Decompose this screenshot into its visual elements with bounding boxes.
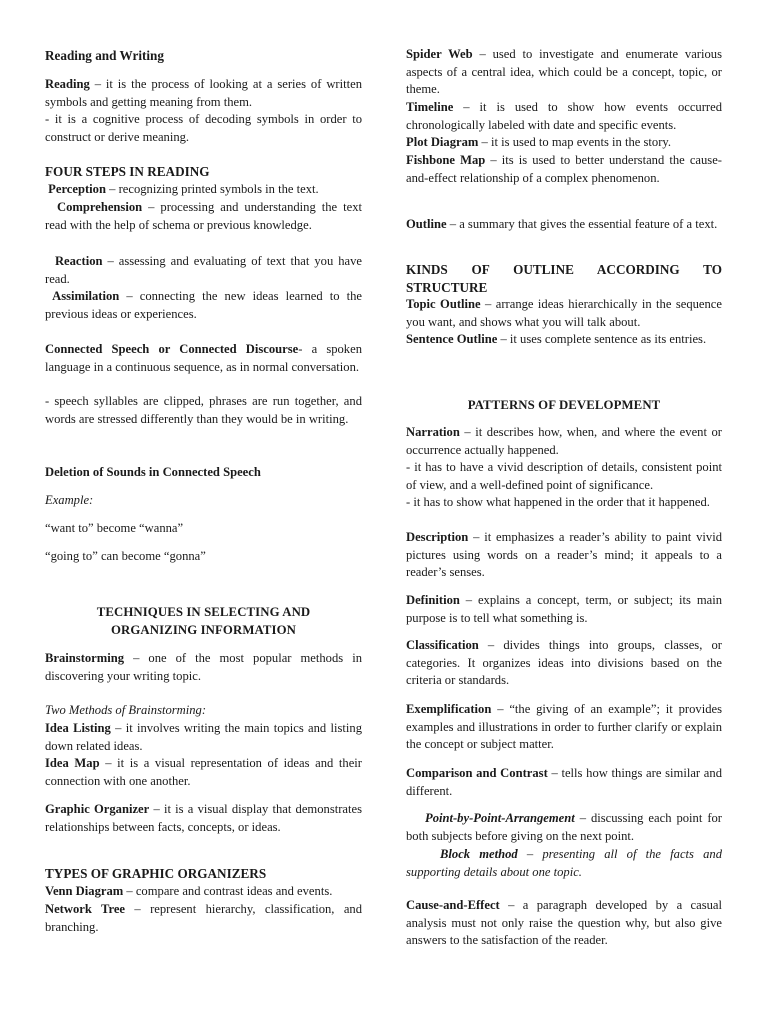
term-assimilation: Assimilation bbox=[52, 289, 120, 303]
term-fishbone-map: Fishbone Map bbox=[406, 153, 486, 167]
term-connected-speech: Connected Speech or Connected Discourse bbox=[45, 342, 299, 356]
example-2: “going to” can become “gonna” bbox=[45, 549, 206, 563]
narration-item-2: - it has to have a vivid description of details, consistent point of view, and a well-defined point of significance. bbox=[406, 460, 722, 492]
term-reaction: Reaction bbox=[54, 254, 103, 268]
term-perception: Perception bbox=[48, 182, 106, 196]
idea-listing-item: Idea Listing – it involves writing the main topics and listing down related ideas. bbox=[45, 721, 362, 753]
outline-definition: Outline – a summary that gives the essential feature of a text. bbox=[406, 217, 718, 231]
term-spider-web: Spider Web bbox=[406, 47, 473, 61]
term-brainstorming: Brainstorming bbox=[45, 651, 125, 665]
comparison-item: Comparison and Contrast – tells how things are similar and different. bbox=[406, 766, 722, 798]
narration-item: Narration – it describes how, when, and where the event or occurrence actually happened. bbox=[406, 425, 722, 457]
term-topic-outline: Topic Outline bbox=[406, 297, 481, 311]
term-idea-map: Idea Map bbox=[45, 756, 100, 770]
term-point-by-point: Point-by-Point-Arrangement bbox=[425, 811, 575, 825]
timeline-item: Timeline – it is used to show how events occurred chronologically labeled with date and specific events. bbox=[406, 100, 722, 132]
term-venn-diagram: Venn Diagram bbox=[45, 884, 124, 898]
term-exemplification: Exemplification bbox=[406, 702, 492, 716]
kinds-heading: KINDS OF OUTLINE ACCORDING TO STRUCTURE bbox=[406, 262, 722, 295]
reaction-item: Reaction – assessing and evaluating of text that you have read. bbox=[45, 254, 363, 286]
definition-item: Definition – explains a concept, term, or subject; its main purpose is to tell what something is. bbox=[406, 593, 722, 625]
sentence-outline-item: Sentence Outline – it uses complete sentence as its entries. bbox=[406, 332, 707, 346]
brainstorming-definition: Brainstorming – one of the most popular methods in discovering your writing topic. bbox=[45, 651, 362, 683]
term-graphic-organizer: Graphic Organizer bbox=[45, 802, 150, 816]
term-sentence-outline: Sentence Outline bbox=[406, 332, 498, 346]
two-methods-label: Two Methods of Brainstorming: bbox=[45, 703, 207, 717]
term-description: Description bbox=[406, 530, 469, 544]
term-timeline: Timeline bbox=[406, 100, 454, 114]
reading-definition-2: - it is a cognitive process of decoding symbols in order to construct or derive meaning. bbox=[45, 112, 362, 144]
description-item: Description – it emphasizes a reader’s ability to paint vivid pictures using words on a reader’s mind; it appeals to a reader’s senses. bbox=[406, 530, 722, 580]
connected-speech-definition: Connected Speech or Connected Discourse- a spoken language in a continuous sequence, as in normal conversation. bbox=[45, 342, 362, 374]
term-comprehension: Comprehension bbox=[56, 200, 143, 214]
assimilation-item: Assimilation – connecting the new ideas learned to the previous ideas or experiences. bbox=[45, 289, 362, 321]
term-plot-diagram: Plot Diagram bbox=[406, 135, 479, 149]
plot-diagram-item: Plot Diagram – it is used to map events in the story. bbox=[406, 135, 672, 149]
venn-item: Venn Diagram – compare and contrast ideas and events. bbox=[45, 884, 333, 898]
term-block-method: Block method bbox=[440, 847, 518, 861]
term-outline: Outline bbox=[406, 217, 447, 231]
patterns-heading: PATTERNS OF DEVELOPMENT bbox=[467, 398, 661, 412]
cause-effect-item: Cause-and-Effect – a paragraph developed by a casual analysis must not only raise the question why, but also give answers to the satisfaction of the reader. bbox=[406, 898, 722, 948]
connected-speech-definition-2: - speech syllables are clipped, phrases are run together, and words are stressed differently than they would be in writing. bbox=[45, 394, 362, 426]
techniques-heading-line-2: ORGANIZING INFORMATION bbox=[110, 623, 297, 637]
term-narration: Narration bbox=[406, 425, 460, 439]
term-network-tree: Network Tree bbox=[45, 902, 126, 916]
fishbone-item: Fishbone Map – its is used to better understand the cause-and-effect relationship of a complex phenomenon. bbox=[406, 153, 722, 185]
perception-item: Perception – recognizing printed symbols in the text. bbox=[48, 182, 319, 196]
term-cause-effect: Cause-and-Effect bbox=[406, 898, 500, 912]
term-definition: Definition bbox=[406, 593, 460, 607]
term-reading: Reading bbox=[45, 77, 90, 91]
document-title: Reading and Writing bbox=[45, 48, 164, 63]
block-method-item: Block method – presenting all of the facts and supporting details about one topic. bbox=[406, 847, 723, 879]
topic-outline-item: Topic Outline – arrange ideas hierarchically in the sequence you want, and shows what you will talk about. bbox=[406, 297, 722, 329]
term-idea-listing: Idea Listing bbox=[45, 721, 111, 735]
graphic-organizer-definition: Graphic Organizer – it is a visual display that demonstrates relationships between facts, concepts, or ideas. bbox=[45, 802, 362, 834]
types-heading: TYPES OF GRAPHIC ORGANIZERS bbox=[45, 866, 267, 881]
example-1: “want to” become “wanna” bbox=[45, 521, 184, 535]
spider-web-item: Spider Web – used to investigate and enumerate various aspects of a central idea, which could be a concept, topic, or theme. bbox=[406, 47, 722, 97]
reading-definition: Reading – it is the process of looking at a series of written symbols and getting meaning from them. bbox=[45, 77, 362, 109]
term-classification: Classification bbox=[406, 638, 479, 652]
network-item: Network Tree – represent hierarchy, classification, and branching. bbox=[45, 902, 363, 934]
idea-map-item: Idea Map – it is a visual representation of ideas and their connection with one another. bbox=[45, 756, 362, 788]
classification-item: Classification – divides things into groups, classes, or categories. It organizes ideas into divisions based on the criteria or standards. bbox=[406, 638, 722, 688]
deletion-heading: Deletion of Sounds in Connected Speech bbox=[45, 465, 261, 479]
techniques-heading-line-1: TECHNIQUES IN SELECTING AND bbox=[96, 605, 311, 619]
term-comparison-contrast: Comparison and Contrast bbox=[406, 766, 548, 780]
exemplification-item: Exemplification – “the giving of an example”; it provides examples and illustrations in order to further clarify or explain the concept or subject matter. bbox=[406, 702, 722, 752]
narration-item-3: - it has to show what happened in the order that it happened. bbox=[406, 495, 710, 509]
point-by-point-item: Point-by-Point-Arrangement – discussing each point for both subjects before giving on the next point. bbox=[406, 811, 722, 843]
four-steps-heading: FOUR STEPS IN READING bbox=[45, 164, 210, 179]
example-label: Example: bbox=[45, 493, 94, 507]
comprehension-item: Comprehension – processing and understanding the text read with the help of schema or previous knowledge. bbox=[45, 200, 363, 232]
